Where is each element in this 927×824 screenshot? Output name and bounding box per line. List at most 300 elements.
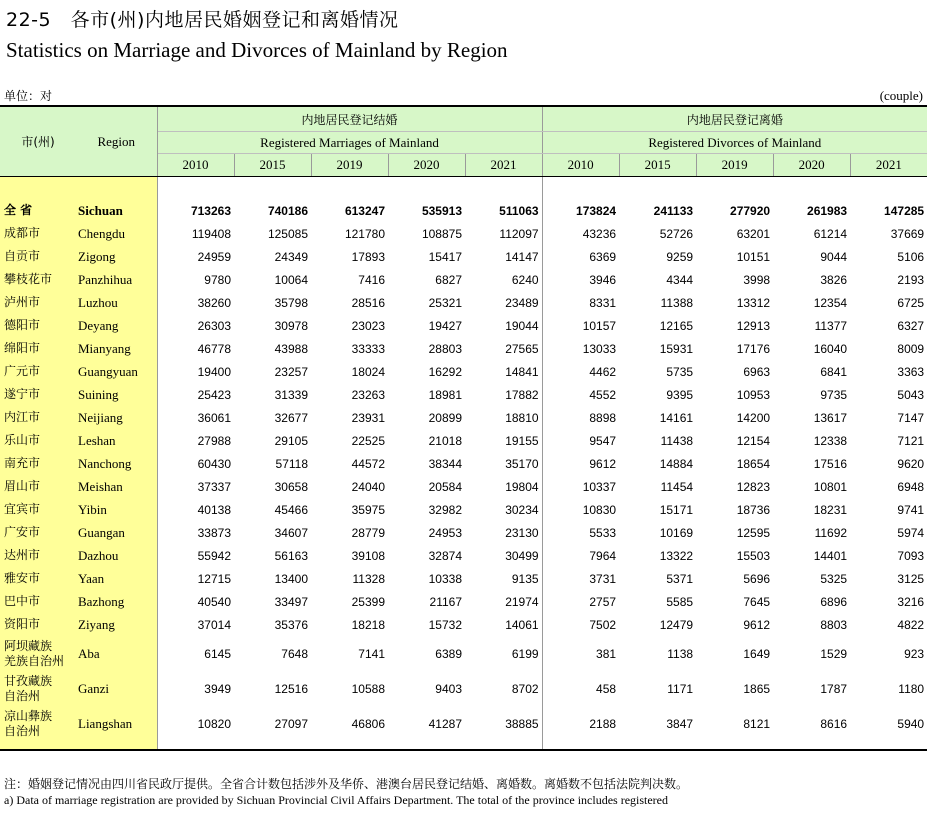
divorces-2020-cell: 16040 (813, 341, 848, 356)
marriages-2010-cell: 33873 (197, 525, 231, 540)
marriages-2010-cell: 713263 (190, 203, 231, 218)
divorces-2019-cell: 9612 (743, 617, 771, 632)
divorces-2015-cell: 1138 (667, 646, 694, 661)
marriages-2010-cell: 12715 (197, 571, 231, 586)
marriages-2020-cell: 10338 (428, 571, 462, 586)
header-year-d-2015: 2015 (619, 154, 696, 177)
footnote-cn: 注：婚姻登记情况由四川省民政厅提供。全省合计数包括涉外及华侨、港澳台居民登记结婚、离婚数。离婚数不包括法院判决数。 (4, 777, 689, 791)
marriages-2021-cell: 38885 (505, 716, 539, 731)
region-name-cn: 成都市 (0, 222, 76, 245)
region-name-en: Neijiang (76, 406, 157, 429)
marriages-2020-cell: 6827 (435, 272, 462, 287)
divorces-2010-cell: 4552 (542, 383, 619, 406)
table-row (0, 245, 927, 268)
region-name-cn: 德阳市 (0, 314, 76, 337)
divorces-2015-cell: 241133 (653, 203, 694, 218)
marriages-2019-cell: 44572 (351, 456, 385, 471)
divorces-2019-cell: 6963 (743, 364, 771, 379)
region-name-cn: 眉山市 (0, 475, 76, 498)
marriages-2010-cell: 9780 (204, 272, 231, 287)
region-name-en: Yaan (76, 567, 157, 590)
region-name-cn (0, 636, 76, 671)
marriages-2010-cell: 10820 (197, 716, 231, 731)
divorces-2015-cell: 12479 (659, 617, 694, 632)
divorces-2021-cell: 1180 (898, 681, 925, 696)
divorces-2019-cell: 12913 (736, 318, 771, 333)
marriages-2021-cell: 21974 (505, 594, 539, 609)
divorces-2020-cell: 12338 (813, 433, 848, 448)
divorces-2010-cell: 2757 (542, 590, 619, 613)
table-row (0, 671, 927, 706)
marriages-2020-cell: 15732 (428, 617, 462, 632)
marriages-2019-cell: 46806 (351, 716, 385, 731)
divorces-2020-cell: 5325 (820, 571, 848, 586)
marriages-2019-cell: 28779 (351, 525, 385, 540)
marriages-2021-cell: 30499 (505, 548, 539, 563)
marriages-2021-cell: 18810 (505, 410, 539, 425)
divorces-2020-cell: 261983 (807, 203, 848, 218)
header-divorces-en: Registered Divorces of Mainland (542, 132, 927, 154)
divorces-2020-cell: 11377 (814, 318, 848, 333)
marriages-2015-cell: 12516 (274, 681, 308, 696)
marriages-2021-cell: 14061 (505, 617, 539, 632)
divorces-2010-cell: 10830 (542, 498, 619, 521)
marriages-2015-cell: 57118 (275, 456, 308, 471)
marriages-2019-cell: 17893 (351, 249, 385, 264)
marriages-2021-cell: 17882 (505, 387, 539, 402)
divorces-2021-cell: 7147 (897, 410, 925, 425)
table-row (0, 475, 927, 498)
region-name-cn (0, 671, 76, 706)
divorces-2010-cell: 43236 (542, 222, 619, 245)
region-name-cn-line2: 羌族自治州 (4, 653, 65, 668)
divorces-2019-cell: 12595 (736, 525, 771, 540)
region-name-cn: 雅安市 (0, 567, 76, 590)
marriages-2010-cell: 25423 (197, 387, 231, 402)
marriages-2021-cell: 23130 (505, 525, 539, 540)
table-row (0, 567, 927, 590)
marriages-2020-cell: 9403 (435, 681, 462, 696)
page-title-en: Statistics on Marriage and Divorces of Mainland by Region (6, 38, 508, 62)
divorces-2010-cell: 8331 (542, 291, 619, 314)
divorces-2010-cell: 458 (542, 671, 619, 706)
divorces-2015-cell: 3847 (666, 716, 694, 731)
marriages-2020-cell: 18981 (428, 387, 462, 402)
divorces-2020-cell: 9044 (820, 249, 848, 264)
marriages-2015-cell: 23257 (274, 364, 308, 379)
marriages-2020-cell: 21018 (428, 433, 462, 448)
divorces-2010-cell: 3731 (542, 567, 619, 590)
marriages-2015-cell: 27097 (274, 716, 308, 731)
marriages-2015-cell: 30978 (274, 318, 308, 333)
divorces-2020-cell: 11692 (814, 525, 848, 540)
region-name-cn: 内江市 (0, 406, 76, 429)
divorces-2020-cell: 14401 (813, 548, 848, 563)
marriages-2019-cell: 7141 (358, 646, 385, 661)
marriages-2019-cell: 24040 (351, 479, 385, 494)
divorces-2010-cell: 173824 (542, 199, 619, 222)
divorces-2015-cell: 11438 (660, 433, 694, 448)
divorces-2019-cell: 8121 (743, 716, 771, 731)
marriages-2010-cell: 36061 (197, 410, 231, 425)
marriages-2020-cell: 41287 (428, 716, 462, 731)
region-name-en: Guangyuan (76, 360, 157, 383)
divorces-2021-cell: 9620 (897, 456, 925, 471)
divorces-2020-cell: 13617 (813, 410, 848, 425)
divorces-2019-cell: 10151 (736, 249, 771, 264)
table-row (0, 613, 927, 636)
marriages-2015-cell: 125085 (267, 226, 308, 241)
region-name-cn: 遂宁市 (0, 383, 76, 406)
table-row (0, 222, 927, 245)
marriages-2020-cell: 15417 (428, 249, 462, 264)
divorces-2019-cell: 18654 (736, 456, 771, 471)
marriages-2021-cell: 6199 (511, 646, 539, 661)
divorces-2020-cell: 6841 (820, 364, 848, 379)
marriages-2015-cell: 7648 (281, 646, 308, 661)
divorces-2019-cell: 63201 (736, 226, 771, 241)
marriages-2021-cell: 511063 (499, 203, 539, 218)
marriages-2015-cell: 13400 (274, 571, 308, 586)
marriages-2015-cell: 35798 (274, 295, 308, 310)
region-name-cn-line1: 阿坝藏族 (4, 638, 53, 653)
divorces-2021-cell: 5974 (897, 525, 925, 540)
region-name-en: Aba (76, 636, 157, 671)
marriages-2020-cell: 535913 (421, 203, 462, 218)
divorces-2019-cell: 5696 (743, 571, 771, 586)
marriages-2021-cell: 19804 (505, 479, 539, 494)
marriages-2015-cell: 56163 (274, 548, 308, 563)
marriages-2020-cell: 28803 (428, 341, 462, 356)
header-year-m-2010: 2010 (157, 154, 234, 177)
marriages-2015-cell: 45466 (274, 502, 308, 517)
marriages-2010-cell: 60430 (197, 456, 231, 471)
marriages-2021-cell: 9135 (511, 571, 539, 586)
header-year-m-2015: 2015 (234, 154, 311, 177)
region-name-en: Panzhihua (76, 268, 157, 291)
divorces-2015-cell: 5371 (666, 571, 694, 586)
divorces-2021-cell: 6948 (897, 479, 925, 494)
divorces-2021-cell: 8009 (897, 341, 925, 356)
table-row (0, 544, 927, 567)
marriages-2019-cell: 23023 (351, 318, 385, 333)
divorces-2021-cell: 4822 (897, 617, 925, 632)
unit-label-en: (couple) (879, 88, 923, 103)
divorces-2010-cell: 6369 (542, 245, 619, 268)
marriages-2020-cell: 25321 (428, 295, 462, 310)
divorces-2020-cell: 8616 (820, 716, 848, 731)
region-name-cn: 泸州市 (0, 291, 76, 314)
region-name-cn-line1: 甘孜藏族 (4, 673, 53, 688)
region-name-cn: 全 省 (0, 199, 76, 222)
region-name-cn (0, 706, 76, 741)
header-region-en: Region (76, 106, 157, 177)
marriages-2010-cell: 24959 (197, 249, 231, 264)
marriages-2020-cell: 6389 (435, 646, 462, 661)
marriages-2019-cell: 10588 (351, 681, 385, 696)
divorces-2010-cell: 13033 (542, 337, 619, 360)
footnote-en: a) Data of marriage registration are provided by Sichuan Provincial Civil Affairs Department. The total of the province includes registered (4, 793, 669, 807)
marriages-2021-cell: 14147 (505, 249, 539, 264)
marriages-2015-cell: 31339 (274, 387, 308, 402)
table-row (0, 360, 927, 383)
marriages-2019-cell: 18024 (351, 364, 385, 379)
divorces-2020-cell: 9735 (820, 387, 848, 402)
marriages-2010-cell: 40540 (197, 594, 231, 609)
divorces-2020-cell: 1529 (820, 646, 848, 661)
divorces-2015-cell: 9395 (666, 387, 694, 402)
divorces-2010-cell: 8898 (542, 406, 619, 429)
region-name-en: Suining (76, 383, 157, 406)
marriages-2010-cell: 37337 (197, 479, 231, 494)
divorces-2015-cell: 12165 (659, 318, 694, 333)
divorces-2019-cell: 14200 (736, 410, 771, 425)
divorces-2019-cell: 12154 (736, 433, 771, 448)
table-row (0, 636, 927, 671)
marriages-2015-cell: 34607 (274, 525, 308, 540)
marriages-2019-cell: 39108 (351, 548, 385, 563)
divorces-2021-cell: 3216 (897, 594, 925, 609)
marriages-2020-cell: 21167 (429, 594, 462, 609)
marriages-2010-cell: 119408 (191, 226, 231, 241)
table-row (0, 452, 927, 475)
region-name-cn: 自贡市 (0, 245, 76, 268)
region-name-cn: 广元市 (0, 360, 76, 383)
divorces-2021-cell: 2193 (897, 272, 925, 287)
divorces-2020-cell: 1787 (820, 681, 848, 696)
divorces-2019-cell: 13312 (736, 295, 771, 310)
divorces-2021-cell: 7093 (897, 548, 925, 563)
region-name-en: Yibin (76, 498, 157, 521)
table-row (0, 268, 927, 291)
divorces-2015-cell: 15931 (659, 341, 694, 356)
region-name-cn-line2: 自治州 (4, 723, 41, 738)
divorces-2010-cell: 7502 (542, 613, 619, 636)
region-name-cn: 绵阳市 (0, 337, 76, 360)
header-year-m-2020: 2020 (388, 154, 465, 177)
divorces-2021-cell: 5043 (897, 387, 925, 402)
divorces-2015-cell: 10169 (659, 525, 694, 540)
marriages-2019-cell: 18218 (351, 617, 385, 632)
divorces-2010-cell: 2188 (542, 706, 619, 741)
region-name-en: Deyang (76, 314, 157, 337)
divorces-2015-cell: 13322 (659, 548, 694, 563)
header-year-m-2021: 2021 (465, 154, 542, 177)
region-name-cn: 南充市 (0, 452, 76, 475)
marriages-2015-cell: 24349 (274, 249, 308, 264)
marriages-2015-cell: 30658 (274, 479, 308, 494)
table-row (0, 498, 927, 521)
region-name-en: Sichuan (76, 199, 157, 222)
marriages-2020-cell: 108875 (421, 226, 462, 241)
marriages-2021-cell: 23489 (505, 295, 539, 310)
header-year-d-2020: 2020 (773, 154, 850, 177)
marriages-2010-cell: 27988 (197, 433, 231, 448)
marriages-2019-cell: 613247 (344, 203, 385, 218)
table-header (0, 106, 927, 177)
marriages-2021-cell: 8702 (511, 681, 539, 696)
table-body (0, 177, 927, 751)
divorces-2021-cell: 3125 (897, 571, 925, 586)
table-row-total (0, 199, 927, 222)
marriages-2019-cell: 23931 (351, 410, 385, 425)
marriages-2021-cell: 35170 (505, 456, 539, 471)
marriages-2019-cell: 7416 (358, 272, 385, 287)
marriages-2020-cell: 24953 (428, 525, 462, 540)
table-row (0, 406, 927, 429)
region-name-cn: 广安市 (0, 521, 76, 544)
header-divorces-cn: 内地居民登记离婚 (542, 106, 927, 132)
divorces-2010-cell: 381 (542, 636, 619, 671)
marriages-2010-cell: 19400 (197, 364, 231, 379)
marriages-2019-cell: 35975 (351, 502, 385, 517)
marriages-2015-cell: 32677 (274, 410, 308, 425)
divorces-2015-cell: 11388 (660, 295, 694, 310)
divorces-2010-cell: 10157 (542, 314, 619, 337)
region-name-en: Dazhou (76, 544, 157, 567)
divorces-2021-cell: 7121 (897, 433, 925, 448)
marriages-2021-cell: 27565 (505, 341, 539, 356)
marriages-2021-cell: 112097 (499, 226, 539, 241)
divorces-2020-cell: 12354 (813, 295, 848, 310)
divorces-2019-cell: 277920 (730, 203, 771, 218)
divorces-2010-cell: 5533 (542, 521, 619, 544)
divorces-2010-cell: 3946 (542, 268, 619, 291)
divorces-2015-cell: 5585 (666, 594, 694, 609)
region-name-en: Chengdu (76, 222, 157, 245)
divorces-2019-cell: 15503 (736, 548, 771, 563)
marriages-2020-cell: 16292 (428, 364, 462, 379)
divorces-2015-cell: 11454 (660, 479, 694, 494)
marriages-2019-cell: 121780 (344, 226, 385, 241)
marriages-2019-cell: 33333 (351, 341, 385, 356)
divorces-2020-cell: 10801 (813, 479, 848, 494)
header-year-d-2021: 2021 (850, 154, 927, 177)
region-name-cn: 攀枝花市 (0, 268, 76, 291)
divorces-2015-cell: 5735 (666, 364, 694, 379)
divorces-2021-cell: 9741 (897, 502, 925, 517)
divorces-2015-cell: 9259 (666, 249, 694, 264)
region-name-cn: 资阳市 (0, 613, 76, 636)
region-name-en: Luzhou (76, 291, 157, 314)
divorces-2020-cell: 18231 (813, 502, 848, 517)
marriages-2021-cell: 19155 (505, 433, 539, 448)
region-name-en: Guangan (76, 521, 157, 544)
header-marriages-en: Registered Marriages of Mainland (157, 132, 542, 154)
header-year-d-2010: 2010 (542, 154, 619, 177)
region-name-en: Meishan (76, 475, 157, 498)
divorces-2021-cell: 5940 (897, 716, 925, 731)
divorces-2019-cell: 7645 (743, 594, 771, 609)
table-row (0, 521, 927, 544)
marriages-2019-cell: 28516 (351, 295, 385, 310)
region-name-en: Bazhong (76, 590, 157, 613)
table-row (0, 706, 927, 741)
region-name-cn-line1: 凉山彝族 (4, 708, 53, 723)
region-name-en: Ganzi (76, 671, 157, 706)
header-year-m-2019: 2019 (311, 154, 388, 177)
divorces-2019-cell: 1865 (743, 681, 771, 696)
marriages-2021-cell: 6240 (511, 272, 539, 287)
table-row (0, 429, 927, 452)
divorces-2021-cell: 6725 (897, 295, 925, 310)
marriages-2010-cell: 38260 (197, 295, 231, 310)
divorces-2021-cell: 5106 (897, 249, 925, 264)
table-row (0, 314, 927, 337)
table-row (0, 590, 927, 613)
divorces-2010-cell: 9612 (542, 452, 619, 475)
divorces-2019-cell: 10953 (736, 387, 771, 402)
marriages-2010-cell: 40138 (197, 502, 231, 517)
region-name-en: Leshan (76, 429, 157, 452)
header-city-cn: 市(州) (0, 106, 76, 177)
marriages-2020-cell: 32982 (428, 502, 462, 517)
divorces-2020-cell: 3826 (820, 272, 848, 287)
divorces-2019-cell: 1649 (743, 646, 771, 661)
marriages-2010-cell: 3949 (204, 681, 231, 696)
marriages-2021-cell: 14841 (505, 364, 539, 379)
marriages-2010-cell: 55942 (197, 548, 231, 563)
divorces-2019-cell: 18736 (736, 502, 771, 517)
marriages-2015-cell: 10064 (274, 272, 308, 287)
page-title-cn: 22-5 各市(州)内地居民婚姻登记和离婚情况 (6, 9, 399, 31)
marriages-2015-cell: 35376 (274, 617, 308, 632)
marriages-2010-cell: 26303 (197, 318, 231, 333)
marriages-2021-cell: 30234 (505, 502, 539, 517)
divorces-2020-cell: 8803 (820, 617, 848, 632)
divorces-2021-cell: 147285 (884, 203, 925, 218)
marriages-2010-cell: 37014 (197, 617, 231, 632)
marriages-2019-cell: 22525 (351, 433, 385, 448)
region-name-en: Liangshan (76, 706, 157, 741)
divorces-2015-cell: 14161 (659, 410, 694, 425)
divorces-2019-cell: 17176 (736, 341, 771, 356)
divorces-2020-cell: 6896 (820, 594, 848, 609)
region-name-en: Mianyang (76, 337, 157, 360)
divorces-2020-cell: 61214 (813, 226, 848, 241)
statistics-table (0, 105, 927, 751)
divorces-2010-cell: 10337 (542, 475, 619, 498)
divorces-2021-cell: 37669 (890, 226, 925, 241)
divorces-2010-cell: 9547 (542, 429, 619, 452)
divorces-2021-cell: 6327 (897, 318, 925, 333)
marriages-2010-cell: 46778 (197, 341, 231, 356)
divorces-2020-cell: 17516 (813, 456, 848, 471)
region-name-cn: 达州市 (0, 544, 76, 567)
divorces-2010-cell: 7964 (542, 544, 619, 567)
region-name-cn-line2: 自治州 (4, 688, 41, 703)
region-name-cn: 乐山市 (0, 429, 76, 452)
marriages-2020-cell: 19427 (428, 318, 462, 333)
table-row (0, 337, 927, 360)
marriages-2020-cell: 20584 (428, 479, 462, 494)
divorces-2015-cell: 1171 (667, 681, 694, 696)
divorces-2021-cell: 923 (904, 646, 925, 661)
marriages-2020-cell: 20899 (428, 410, 462, 425)
divorces-2015-cell: 52726 (659, 226, 694, 241)
divorces-2015-cell: 14884 (659, 456, 694, 471)
marriages-2021-cell: 19044 (505, 318, 539, 333)
marriages-2020-cell: 32874 (428, 548, 462, 563)
divorces-2015-cell: 15171 (659, 502, 694, 517)
marriages-2010-cell: 6145 (204, 646, 231, 661)
region-name-en: Ziyang (76, 613, 157, 636)
header-year-d-2019: 2019 (696, 154, 773, 177)
unit-label-cn: 单位：对 (4, 89, 53, 103)
marriages-2015-cell: 29105 (274, 433, 308, 448)
divorces-2010-cell: 4462 (542, 360, 619, 383)
divorces-2019-cell: 12823 (736, 479, 771, 494)
